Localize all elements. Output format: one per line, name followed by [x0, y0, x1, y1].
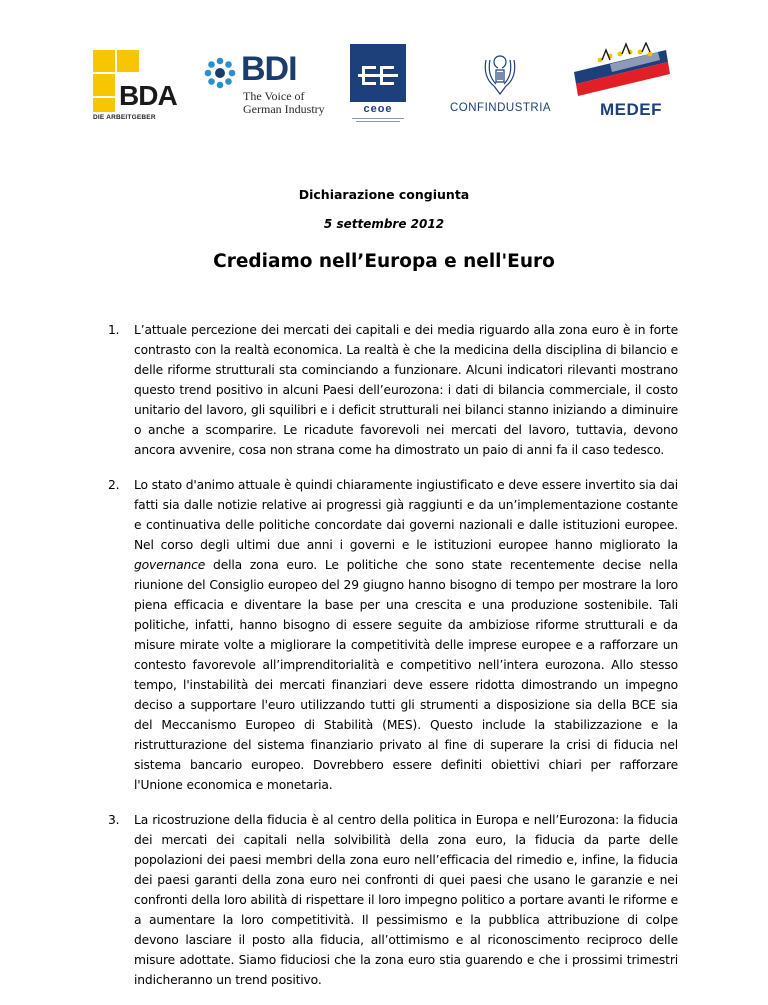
- bdi-tagline-2: German Industry: [243, 102, 325, 116]
- paragraph-number: 1.: [108, 323, 120, 337]
- bdi-emblem-icon: [203, 56, 237, 90]
- paragraph-text-part-2: della zona euro. Le politiche che sono state recentemente decise nella riunione del Consiglio europeo del 29 giugno hanno bisogno di tempo per mostrare la loro piena efficacia e diventare la base per una crescita e una produzione sostenibile. Tali politiche, infatti, hanno bisogno di essere seguite da ambiziose riforme strutturali e da misure mirate volte a migliorare la competitività delle imprese europee e a rafforzare un contesto favorevole all’imprenditorialità e competitivo nell’intera eurozona. Allo stesso tempo, l'instabilità dei mercati finanziari deve essere ridotta dimostrando un impegno deciso a supportare l'euro utilizzando tutti gli strumenti a disposizione sia della BCE sia del Meccanismo Europeo di Stabilità (MES). Questo include la stabilizzazione e la ristrutturazione del sistema finanziario privato al fine di superare la crisi di fiducia nel sistema bancario europeo. Dovrebbero essere definiti obiettivi chiari per rafforzare l'Unione economica e monetaria.: [134, 558, 678, 792]
- paragraph-text: La ricostruzione della fiducia è al centro della politica in Europa e nell’Eurozona: la fiducia dei mercati dei capitali nella solvibilità della zona euro, la fiducia da parte delle popolazioni dei paesi membri della zona euro nell’efficacia del rimedio e, infine, la fiducia dei paesi garanti della zona euro nei confronti di quei paesi che usano le garanzie e nei confronti della loro abilità di rispettare il loro impegno politico a portare avanti le riforme e a aumentare la loro competitività. Il pessimismo e la pubblica attribuzione di colpe devono lasciare il posto alla fiducia, all’ottimismo e al riconoscimento reciproco delle misure adottate. Siamo fiduciosi che la zona euro stia guarendo e che i prossimi trimestri indicheranno un trend positivo.: [134, 813, 678, 987]
- paragraph-list: [108, 320, 678, 1005]
- confindustria-wordmark: CONFINDUSTRIA: [450, 102, 552, 114]
- paragraph-text: L’attuale percezione dei mercati dei capitali e dei media riguardo alla zona euro è in forte contrasto con la realtà economica. La realtà è che la medicina della disciplina di bilancio e delle riforme strutturali sta cominciando a funzionare. Alcuni indicatori rilevanti mostrano questo trend positivo in alcuni Paesi dell’eurozona: i dati di bilancia commerciale, il costo unitario del lavoro, gli squilibri e i deficit strutturali nei bilanci stanno iniziando a diminuire o anche a scomparire. Le ricadute favorevoli nei mercati del lavoro, tuttavia, devono ancora avvenire, cosa non strana come ha dimostrato un paio di anni fa il caso tedesco.: [134, 323, 678, 457]
- paragraph-item: [108, 475, 678, 795]
- page-title: Crediamo nell’Europa e nell'Euro: [213, 251, 555, 272]
- bda-subtitle: DIE ARBEITGEBER: [93, 114, 156, 121]
- medef-wordmark: MEDEF: [600, 100, 662, 119]
- ceoe-logo: [350, 44, 410, 124]
- ceoe-mark-icon: [350, 44, 406, 102]
- logo-bar: [0, 38, 768, 128]
- bdi-logo: [203, 50, 333, 124]
- document-date: 5 settembre 2012: [323, 217, 445, 231]
- ceoe-fineprint-icon: [350, 117, 406, 123]
- bdi-wordmark: BDI: [241, 50, 297, 88]
- ceoe-emblem: [350, 44, 406, 102]
- paragraph-text-part-1: Lo stato d'animo attuale è quindi chiaramente ingiustificato e deve essere invertito sia dai fatti sia dalle notizie relative ai progressi già raggiunti e da un’implementazione costante e continuativa delle politiche concordate dai governi nazionali e dalle istituzioni europee. Nel corso degli ultimi due anni i governi e le istituzioni europee hanno migliorato la: [134, 478, 678, 552]
- bda-logo: [93, 50, 188, 120]
- document-type-label: Dichiarazione congiunta: [298, 187, 470, 202]
- medef-flag-icon: [570, 42, 675, 100]
- paragraph-emphasis: governance: [134, 558, 206, 572]
- ceoe-wordmark: ceoe: [363, 103, 393, 115]
- paragraph-item: [108, 810, 678, 990]
- confindustria-eagle-icon: [476, 50, 524, 98]
- bdi-tagline-1: The Voice of: [243, 89, 305, 103]
- bda-wordmark: BDA: [119, 80, 177, 111]
- paragraph-item: [108, 320, 678, 460]
- paragraph-number: 3.: [108, 813, 120, 827]
- confindustria-logo: [450, 50, 550, 120]
- paragraph-number: 2.: [108, 478, 120, 492]
- medef-logo: [570, 42, 675, 127]
